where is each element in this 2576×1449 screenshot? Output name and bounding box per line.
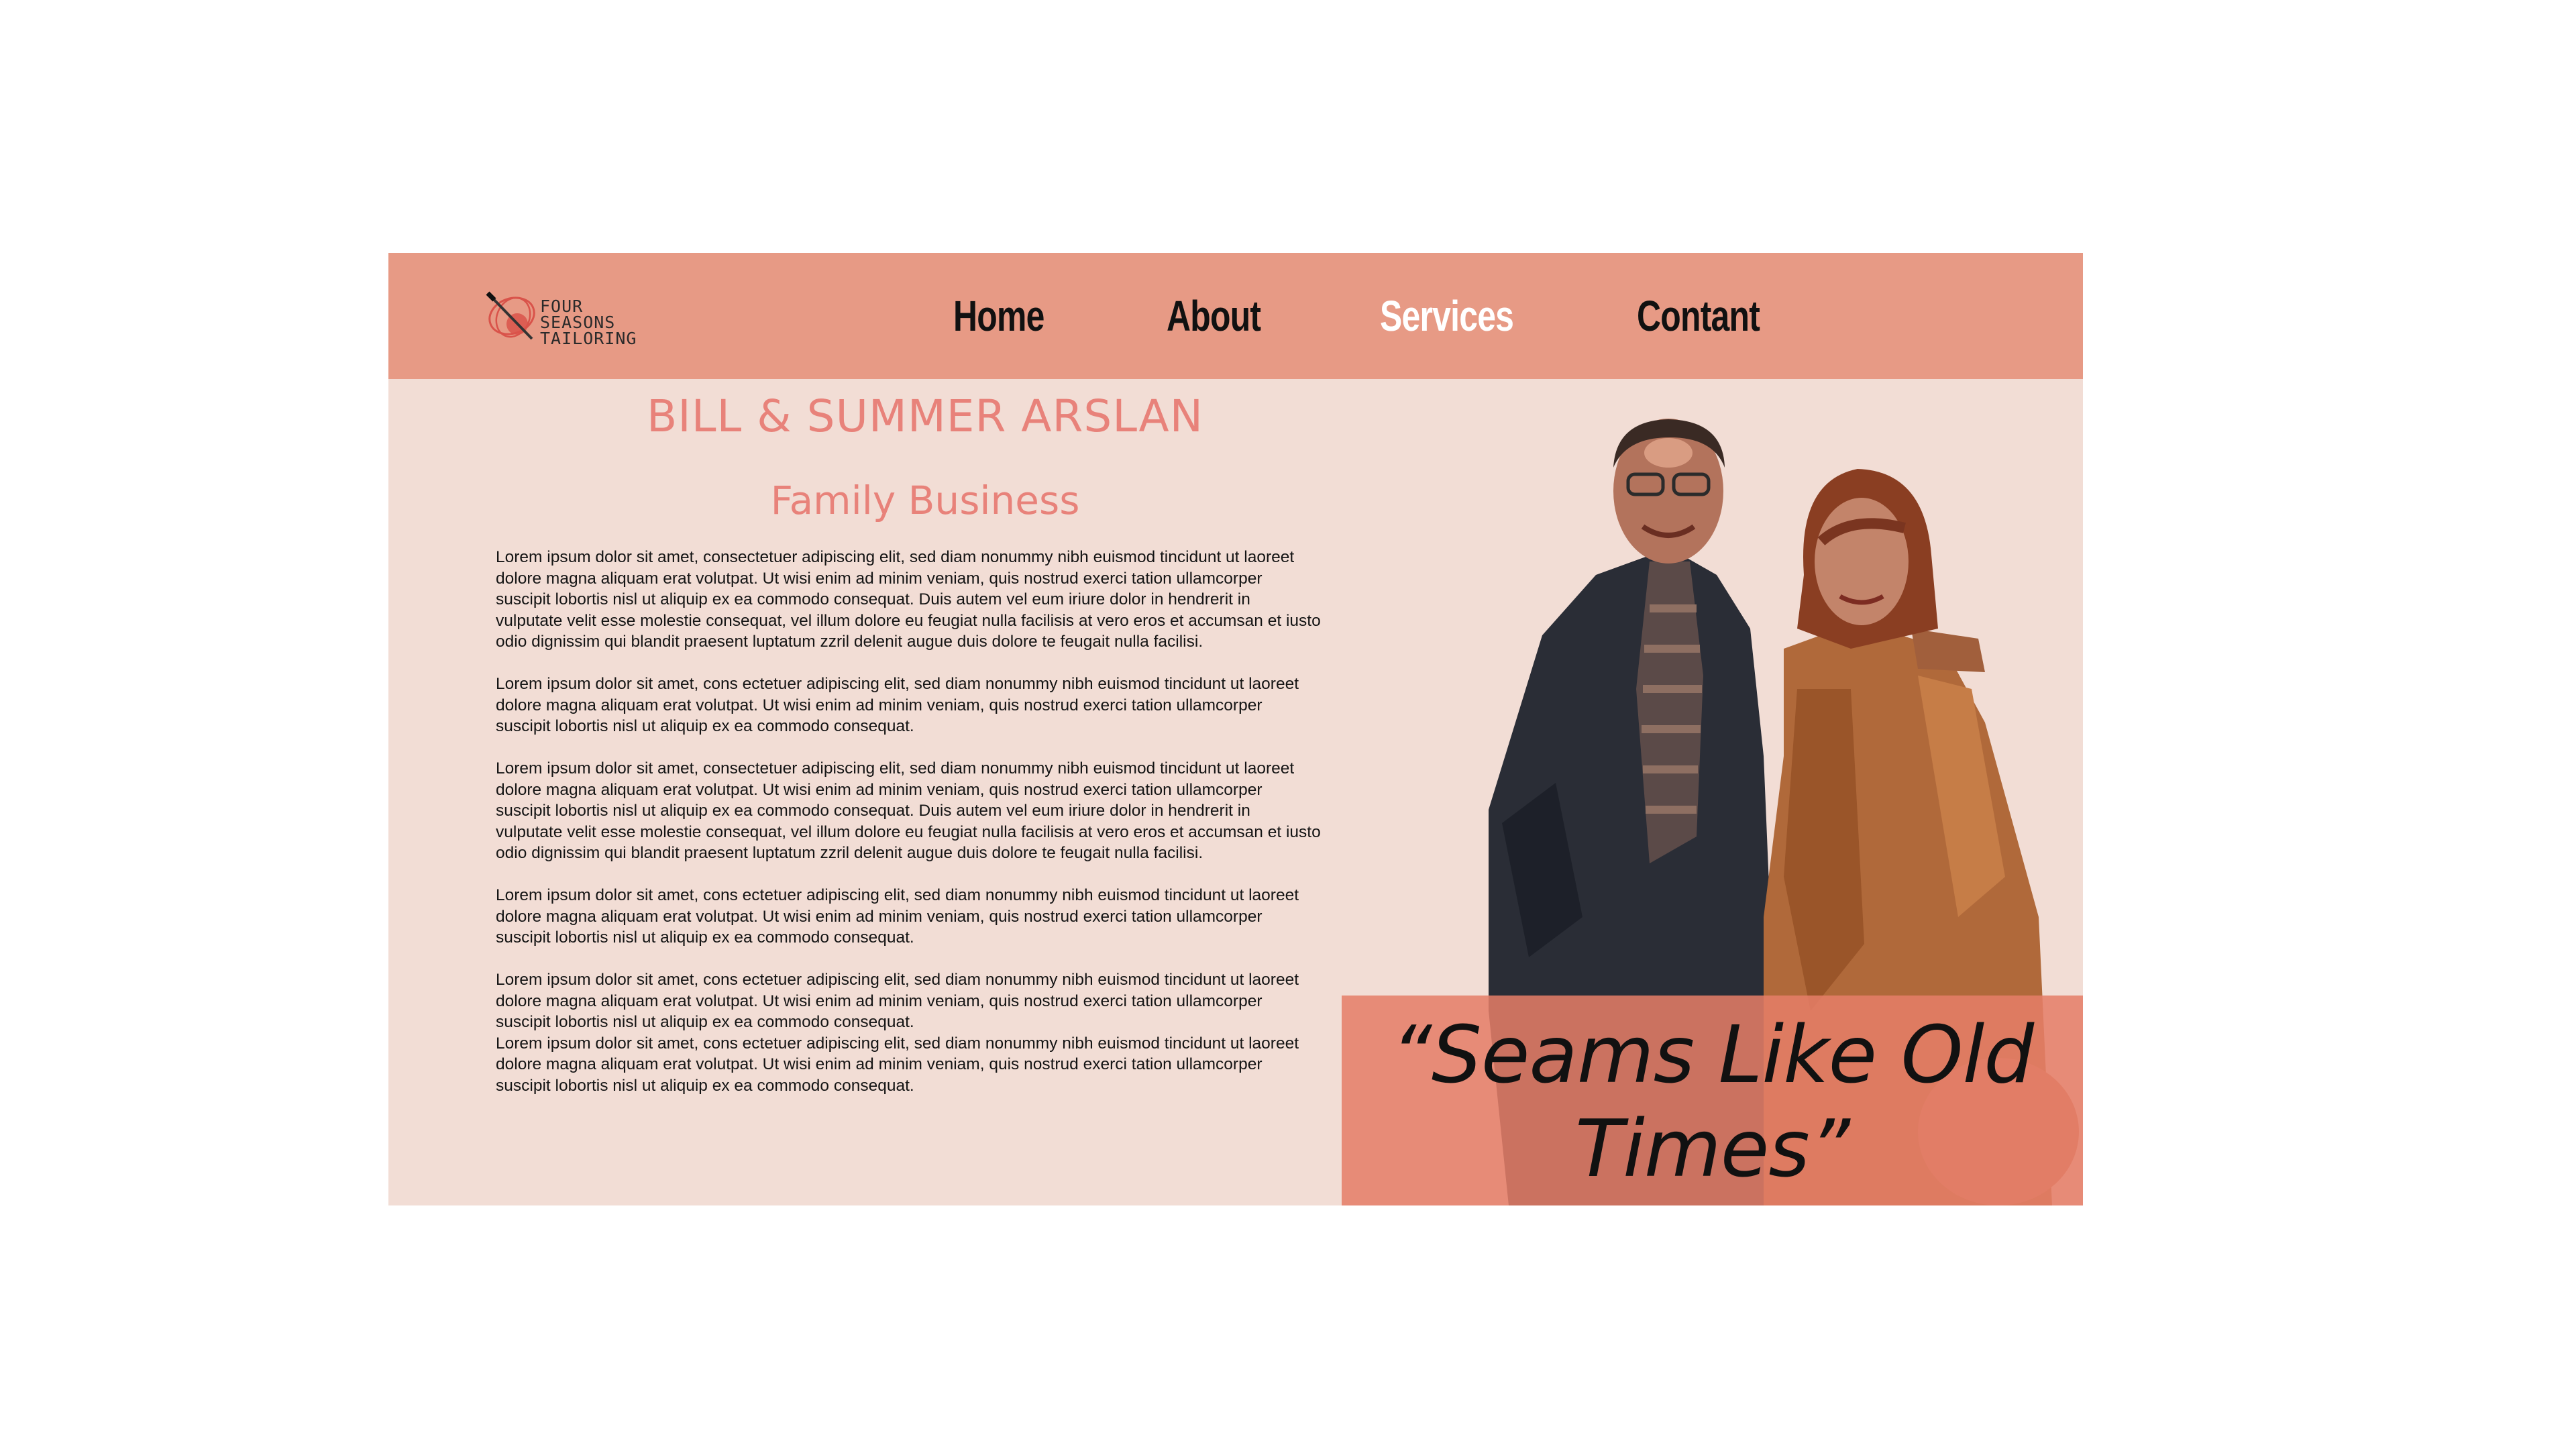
brand-line-3: TAILORING: [540, 329, 637, 348]
page-subtitle: Family Business: [770, 478, 1080, 523]
body-copy: [496, 547, 1321, 1096]
tagline-line-2: Times”: [1574, 1102, 1850, 1195]
page-container: [388, 253, 2083, 1205]
paragraph: Lorem ipsum dolor sit amet, cons ectetuer adipiscing elit, sed diam nonummy nibh euismod tincidunt ut laoreet dolore magna aliquam erat volutpat. Ut wisi enim ad minim veniam, quis nostrud exerci tation ullamcorper suscipit lobortis nisl ut aliquip ex ea commodo consequat.: [496, 886, 1299, 947]
nav-home[interactable]: Home: [953, 292, 1044, 340]
site-header: [388, 253, 2083, 379]
page-title: BILL & SUMMER ARSLAN: [646, 390, 1204, 442]
brand-line-2: SEASONS: [540, 313, 616, 332]
brand-name: [540, 299, 637, 347]
nav-services[interactable]: Services: [1380, 292, 1514, 340]
paragraph: Lorem ipsum dolor sit amet, consectetuer adipiscing elit, sed diam nonummy nibh euismod tincidunt ut laoreet dolore magna aliquam erat volutpat. Ut wisi enim ad minim veniam, quis nostrud exerci tation ullamcorper suscipit lobortis nisl ut aliquip ex ea commodo consequat. Duis autem vel eum iriure dolor in hendrerit in vulputate velit esse molestie consequat, vel illum dolore eu feugiat nulla facilisis at vero eros et accumsan et iusto odio dignissim qui blandit praesent luptatum zzril delenit augue duis dolore te feugait nulla facilisi.: [496, 759, 1321, 862]
tagline-line-1: “Seams Like Old: [1391, 1008, 2034, 1101]
brand-line-1: FOUR: [540, 297, 584, 316]
tagline-quote: [1342, 1008, 2083, 1195]
paragraph: Lorem ipsum dolor sit amet, consectetuer adipiscing elit, sed diam nonummy nibh euismod tincidunt ut laoreet dolore magna aliquam erat volutpat. Ut wisi enim ad minim veniam, quis nostrud exerci tation ullamcorper suscipit lobortis nisl ut aliquip ex ea commodo consequat. Duis autem vel eum iriure dolor in hendrerit in vulputate velit esse molestie consequat, vel illum dolore eu feugiat nulla facilisis at vero eros et accumsan et iusto odio dignissim qui blandit praesent luptatum zzril delenit augue duis dolore te feugait nulla facilisi.: [496, 548, 1321, 651]
paragraph: Lorem ipsum dolor sit amet, cons ectetuer adipiscing elit, sed diam nonummy nibh euismod tincidunt ut laoreet dolore magna aliquam erat volutpat. Ut wisi enim ad minim veniam, quis nostrud exerci tation ullamcorper suscipit lobortis nisl ut aliquip ex ea commodo consequat.: [496, 675, 1299, 735]
paragraph: Lorem ipsum dolor sit amet, cons ectetuer adipiscing elit, sed diam nonummy nibh euismod tincidunt ut laoreet dolore magna aliquam erat volutpat. Ut wisi enim ad minim veniam, quis nostrud exerci tation ullamcorper suscipit lobortis nisl ut aliquip ex ea commodo consequat.: [496, 971, 1299, 1031]
brand-logo[interactable]: [478, 282, 653, 350]
quote-banner: [1342, 996, 2083, 1205]
nav-about[interactable]: About: [1167, 292, 1261, 340]
paragraph: Lorem ipsum dolor sit amet, cons ectetuer adipiscing elit, sed diam nonummy nibh euismod tincidunt ut laoreet dolore magna aliquam erat volutpat. Ut wisi enim ad minim veniam, quis nostrud exerci tation ullamcorper suscipit lobortis nisl ut aliquip ex ea commodo consequat.: [496, 1034, 1299, 1095]
needle-thread-icon: [478, 282, 545, 350]
nav-contact[interactable]: Contant: [1637, 292, 1760, 340]
